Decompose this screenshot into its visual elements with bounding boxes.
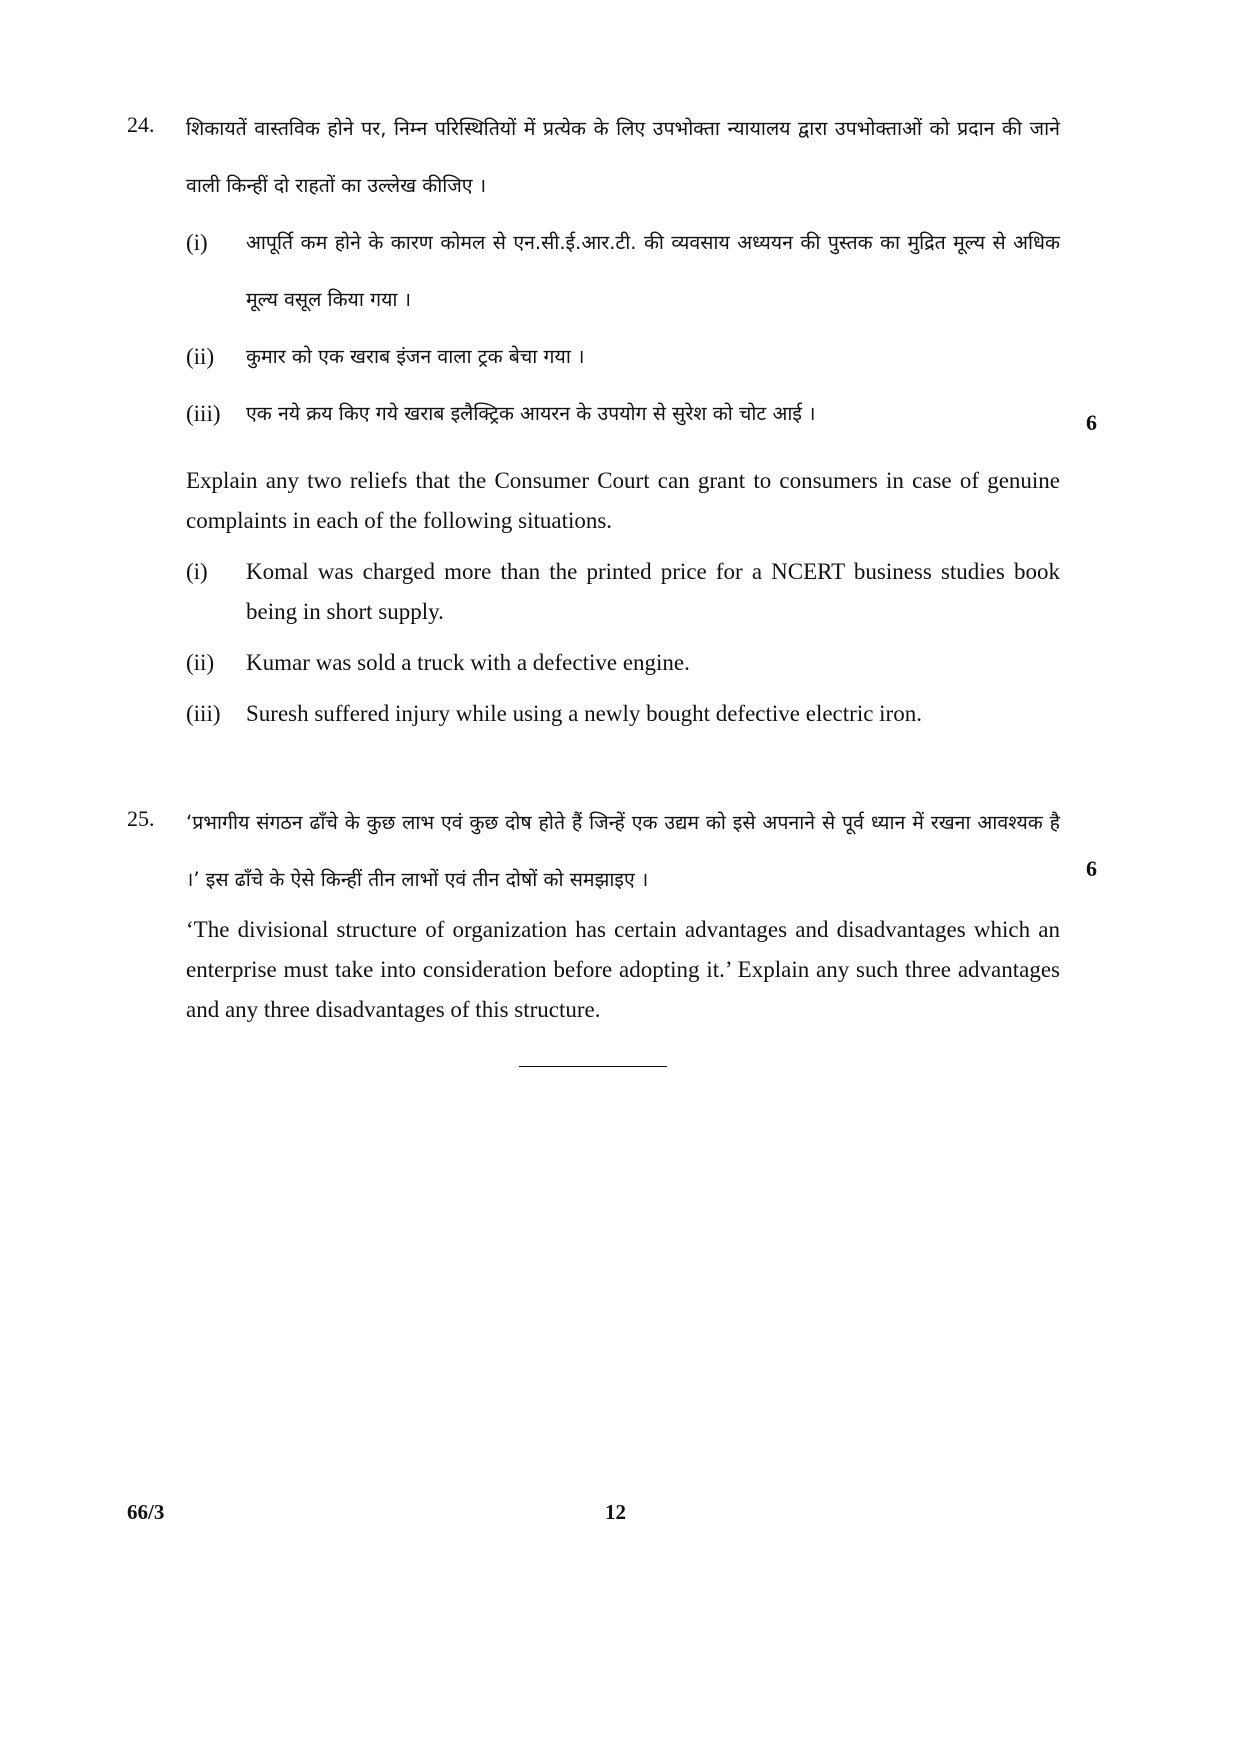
page-number: 12 [605,1500,626,1524]
item-text: एक नये क्रय किए गये खराब इलैक्ट्रिक आयरन के उपयोग से सुरेश को चोट आई । [246,402,816,425]
item-label: (i) [186,559,208,584]
question-25-number: 25. [127,806,155,831]
item-label: (i) [186,230,208,255]
item-text: Suresh suffered injury while using a newly bought defective electric iron. [246,701,922,726]
end-rule [519,1066,667,1067]
question-24-english-item-2 [186,643,1060,683]
item-label: (ii) [186,650,215,675]
item-label: (ii) [186,344,215,369]
item-text: Kumar was sold a truck with a defective engine. [246,650,690,675]
question-25-english-stem: ‘The divisional structure of organization has certain advantages and disadvantages which an enterprise must take into consideration before adopting it.’ Explain any such three advantages and any three disadvantages of this structure. [186,917,1060,1022]
question-24-english-stem: Explain any two reliefs that the Consumer Court can grant to consumers in case of genuine complaints in each of the following situations. [186,468,1060,533]
item-label: (iii) [186,701,221,726]
question-24-hindi-item-3 [186,385,1060,442]
question-25-marks: 6 [1086,856,1097,881]
item-text: कुमार को एक खराब इंजन वाला ट्रक बेचा गया । [246,345,585,368]
question-24-english-item-1 [186,552,1060,632]
question-24-hindi-stem: शिकायतें वास्तविक होने पर, निम्न परिस्थितियों में प्रत्येक के लिए उपभोक्ता न्यायालय द्वारा उपभोक्ताओं को प्रदान की जाने वाली किन्हीं दो राहतों का उल्लेख कीजिए । [186,117,1060,197]
question-24-hindi-item-1 [186,214,1060,328]
question-24-hindi-item-2 [186,328,1060,385]
question-24-english [186,461,1060,734]
question-24-hindi [186,100,1060,442]
item-text: Komal was charged more than the printed price for a NCERT business studies book being in short supply. [246,559,1060,624]
question-25-hindi [186,794,1060,908]
item-label: (iii) [186,401,221,426]
paper-code: 66/3 [127,1500,165,1524]
question-24-english-item-3 [186,694,1060,734]
question-25-english [186,910,1060,1030]
question-25-hindi-stem: ‘प्रभागीय संगठन ढाँचे के कुछ लाभ एवं कुछ दोष होते हैं जिन्हें एक उद्यम को इसे अपनाने से पूर्व ध्यान में रखना आवश्यक है ।’ इस ढाँचे के ऐसे किन्हीं तीन लाभों एवं तीन दोषों को समझाइए । [186,811,1060,891]
question-24-marks: 6 [1086,410,1097,435]
item-text: आपूर्ति कम होने के कारण कोमल से एन.सी.ई.आर.टी. की व्यवसाय अध्ययन की पुस्तक का मुद्रित मूल्य से अधिक मूल्य वसूल किया गया । [246,231,1060,311]
question-24-number: 24. [127,112,155,137]
